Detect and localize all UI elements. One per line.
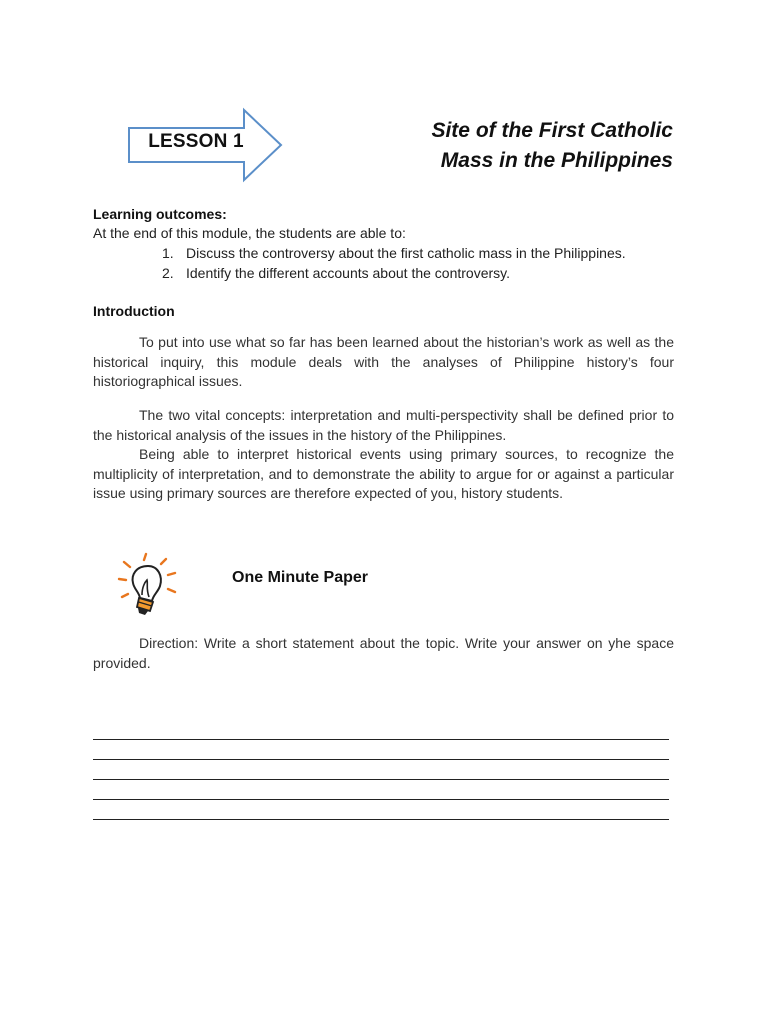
direction-text: Direction: Write a short statement about the topic. Write your answer on yhe space provided. [93,635,674,671]
page-title [431,116,673,176]
outcome-number: 1. [162,245,174,261]
one-minute-paper-title: One Minute Paper [232,569,369,586]
introduction-paragraph-2: The two vital concepts: interpretation and multi-perspectivity shall be defined prior to the historical analysis of the issues in the history of the Philippines. [93,407,674,443]
outcome-number: 2. [162,265,174,281]
outcome-item-2 [162,265,510,281]
title-line-1: Site of the First Catholic [431,119,673,142]
answer-line[interactable] [93,800,669,820]
lesson-label: LESSON 1 [148,131,244,152]
answer-line[interactable] [93,780,669,800]
learning-outcomes-heading: Learning outcomes: [93,206,227,222]
introduction-paragraph-1: To put into use what so far has been learned about the historian’s work as well as the historical inquiry, this module deals with the analyses of Philippine history’s four historiographical issues. [93,334,674,390]
outcome-text: Discuss the controversy about the first catholic mass in the Philippines. [186,245,626,261]
lightbulb-icon [96,551,206,627]
answer-line[interactable] [93,720,669,740]
outcome-text: Identify the different accounts about the controversy. [186,265,511,281]
introduction-paragraph-3: Being able to interpret historical events using primary sources, to recognize the multiplicity of interpretation, and to demonstrate the ability to argue for or against a particular issue using primary sources are therefore expected of you, history students. [93,446,674,502]
lesson-arrow-badge [126,107,284,183]
learning-outcomes-intro: At the end of this module, the students are able to: [93,225,406,241]
title-line-2: Mass in the Philippines [440,149,673,172]
answer-lines[interactable] [93,720,669,820]
answer-line[interactable] [93,760,669,780]
introduction-heading: Introduction [93,303,175,319]
outcome-item-1 [162,245,626,261]
answer-line[interactable] [93,740,669,760]
